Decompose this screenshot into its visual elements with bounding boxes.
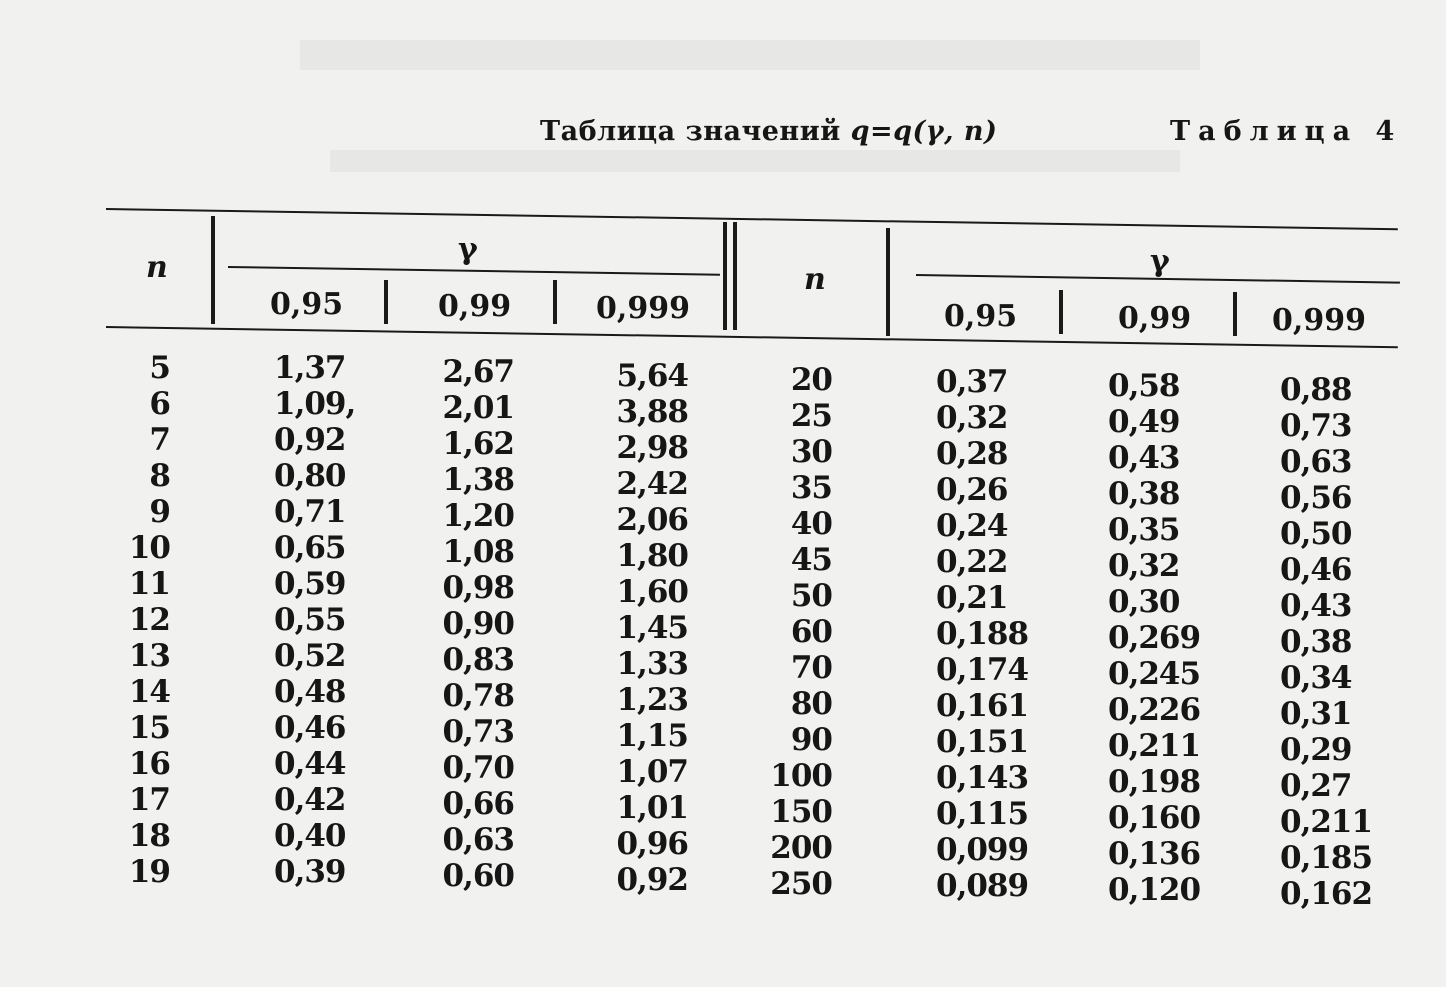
cell: 0,32	[936, 400, 1008, 436]
cell: 0,70	[442, 750, 514, 786]
cell: 0,089	[936, 868, 1029, 904]
cell: 6	[149, 386, 170, 422]
cell: 0,188	[936, 616, 1029, 652]
cell: 9	[149, 494, 170, 530]
cell: 0,48	[274, 674, 346, 710]
cell: 0,73	[1280, 408, 1352, 444]
cell: 0,34	[1280, 660, 1352, 696]
cell: 50	[790, 578, 832, 614]
column-q095-right	[936, 364, 1028, 904]
cell: 0,66	[442, 786, 514, 822]
cell: 0,43	[1280, 588, 1352, 624]
cell: 0,63	[1280, 444, 1352, 480]
cell: 0,120	[1108, 872, 1201, 908]
cell: 1,60	[616, 574, 688, 610]
header-gamma-left: γ	[458, 232, 478, 267]
header-gamma-right: γ	[1150, 244, 1170, 279]
cell: 80	[790, 686, 832, 722]
column-n-left	[112, 350, 170, 890]
cell: 0,211	[1108, 728, 1201, 764]
gamma-rule-left	[228, 266, 720, 276]
bleed-through-texture	[300, 40, 1200, 70]
cell: 0,39	[274, 854, 346, 890]
cell: 0,90	[442, 606, 514, 642]
cell: 2,98	[616, 430, 688, 466]
cell: 0,71	[274, 494, 346, 530]
cell: 0,59	[274, 566, 346, 602]
cell: 18	[128, 818, 170, 854]
cell: 0,98	[442, 570, 514, 606]
cell: 1,80	[616, 538, 688, 574]
cell: 90	[790, 722, 832, 758]
column-q095-left	[274, 350, 355, 890]
cell: 1,38	[442, 462, 514, 498]
cell: 2,67	[442, 354, 514, 390]
cell: 0,43	[1108, 440, 1180, 476]
cell: 0,40	[274, 818, 346, 854]
column-q0999-right	[1280, 372, 1372, 912]
cell: 0,50	[1280, 516, 1352, 552]
cell: 8	[149, 458, 170, 494]
cell: 1,23	[616, 682, 688, 718]
cell: 1,45	[616, 610, 688, 646]
cell: 0,38	[1108, 476, 1180, 512]
cell: 0,65	[274, 530, 346, 566]
cell: 0,30	[1108, 584, 1180, 620]
cell: 0,88	[1280, 372, 1352, 408]
cell: 0,24	[936, 508, 1008, 544]
header-n-left: n	[146, 250, 168, 285]
block-divider-double	[723, 222, 727, 330]
cell: 0,49	[1108, 404, 1180, 440]
cell: 0,211	[1280, 804, 1373, 840]
cell: 0,185	[1280, 840, 1373, 876]
cell: 12	[128, 602, 170, 638]
cell: 0,63	[442, 822, 514, 858]
cell: 0,96	[616, 826, 688, 862]
cell: 100	[770, 758, 832, 794]
table-top-rule	[106, 208, 1398, 230]
cell: 0,21	[936, 580, 1008, 616]
level-divider	[384, 280, 388, 324]
cell: 0,37	[936, 364, 1008, 400]
cell: 1,09,	[274, 386, 356, 422]
header-bottom-rule	[106, 326, 1398, 348]
cell: 0,28	[936, 436, 1008, 472]
cell: 1,08	[442, 534, 514, 570]
level-divider	[1059, 290, 1063, 334]
cell: 0,42	[274, 782, 346, 818]
header-level-095-right: 0,95	[944, 299, 1018, 334]
header-level-099-right: 0,99	[1118, 301, 1192, 336]
cell: 2,06	[616, 502, 688, 538]
column-q0999-left	[594, 358, 688, 898]
cell: 14	[128, 674, 170, 710]
cell: 150	[770, 794, 832, 830]
column-q099-right	[1108, 368, 1200, 908]
header-level-0999-left: 0,999	[596, 291, 690, 326]
cell: 16	[128, 746, 170, 782]
cell: 0,52	[274, 638, 346, 674]
cell: 19	[128, 854, 170, 890]
level-divider	[1233, 292, 1237, 336]
cell: 1,20	[442, 498, 514, 534]
cell: 11	[128, 566, 170, 602]
cell: 250	[770, 866, 832, 902]
cell: 25	[790, 398, 832, 434]
cell: 0,160	[1108, 800, 1201, 836]
header-level-099-left: 0,99	[438, 289, 512, 324]
cell: 0,22	[936, 544, 1008, 580]
cell: 0,245	[1108, 656, 1201, 692]
cell: 0,26	[936, 472, 1008, 508]
cell: 20	[790, 362, 832, 398]
cell: 0,55	[274, 602, 346, 638]
table-title-text: Таблица значений	[540, 116, 851, 147]
cell: 15	[128, 710, 170, 746]
cell: 13	[128, 638, 170, 674]
cell: 0,44	[274, 746, 346, 782]
cell: 0,83	[442, 642, 514, 678]
cell: 0,27	[1280, 768, 1352, 804]
level-divider	[553, 280, 557, 324]
cell: 0,78	[442, 678, 514, 714]
header-level-0999-right: 0,999	[1272, 303, 1366, 338]
cell: 7	[149, 422, 170, 458]
cell: 5,64	[616, 358, 688, 394]
n-column-divider-right	[886, 228, 890, 336]
cell: 60	[790, 614, 832, 650]
cell: 0,92	[274, 422, 346, 458]
cell: 0,099	[936, 832, 1029, 868]
cell: 1,01	[616, 790, 688, 826]
cell: 0,136	[1108, 836, 1201, 872]
cell: 1,33	[616, 646, 688, 682]
header-n-right: n	[804, 262, 826, 297]
cell: 0,60	[442, 858, 514, 894]
column-q099-left	[420, 354, 514, 894]
cell: 10	[128, 530, 170, 566]
cell: 1,62	[442, 426, 514, 462]
cell: 0,56	[1280, 480, 1352, 516]
cell: 0,115	[936, 796, 1029, 832]
cell: 0,29	[1280, 732, 1352, 768]
cell: 30	[790, 434, 832, 470]
cell: 0,162	[1280, 876, 1373, 912]
cell: 45	[790, 542, 832, 578]
bleed-through-texture	[330, 150, 1180, 172]
cell: 0,38	[1280, 624, 1352, 660]
cell: 0,151	[936, 724, 1029, 760]
cell: 35	[790, 470, 832, 506]
block-divider-double	[733, 222, 737, 330]
cell: 0,73	[442, 714, 514, 750]
table-title-formula: q=q(γ, n)	[850, 116, 998, 147]
cell: 5	[149, 350, 170, 386]
cell: 2,42	[616, 466, 688, 502]
cell: 0,58	[1108, 368, 1180, 404]
table-title	[540, 116, 997, 147]
cell: 0,35	[1108, 512, 1180, 548]
cell: 0,161	[936, 688, 1029, 724]
n-column-divider-left	[211, 216, 215, 324]
cell: 0,143	[936, 760, 1029, 796]
cell: 0,31	[1280, 696, 1352, 732]
column-n-right	[760, 362, 832, 902]
cell: 17	[128, 782, 170, 818]
cell: 200	[770, 830, 832, 866]
table-number: Таблица 4	[1170, 116, 1403, 147]
cell: 0,226	[1108, 692, 1201, 728]
cell: 40	[790, 506, 832, 542]
cell: 2,01	[442, 390, 514, 426]
cell: 0,92	[616, 862, 688, 898]
cell: 0,46	[274, 710, 346, 746]
cell: 0,269	[1108, 620, 1201, 656]
cell: 3,88	[616, 394, 688, 430]
cell: 1,15	[616, 718, 688, 754]
cell: 0,32	[1108, 548, 1180, 584]
cell: 70	[790, 650, 832, 686]
cell: 1,37	[274, 350, 346, 386]
cell: 1,07	[616, 754, 688, 790]
cell: 0,198	[1108, 764, 1201, 800]
cell: 0,80	[274, 458, 346, 494]
cell: 0,174	[936, 652, 1029, 688]
cell: 0,46	[1280, 552, 1352, 588]
header-level-095-left: 0,95	[270, 287, 344, 322]
